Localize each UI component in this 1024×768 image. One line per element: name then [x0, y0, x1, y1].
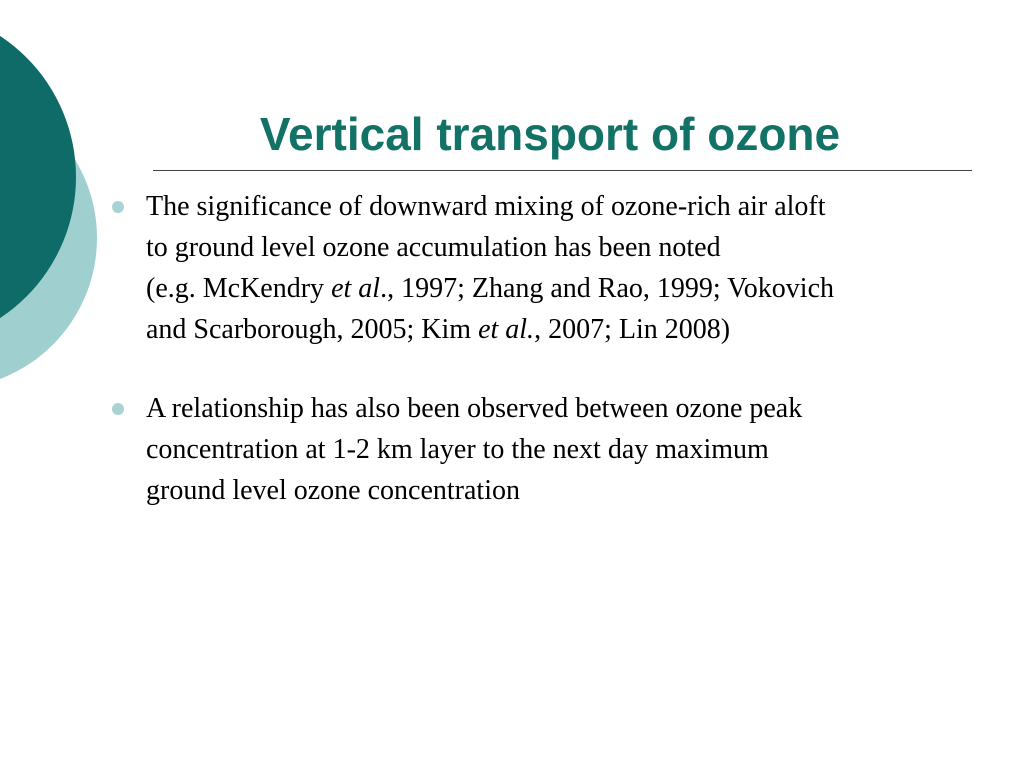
text-run: ground level ozone concentration: [146, 475, 520, 506]
bullet-dot-icon: [112, 201, 124, 213]
text-run: and Scarborough, 2005; Kim: [146, 314, 479, 345]
bullet-line: [146, 186, 1002, 227]
text-run: ., 1997; Zhang and Rao, 1999; Vokovich: [380, 273, 834, 304]
text-run-italic: et al: [331, 273, 381, 304]
bullet-dot-icon: [112, 403, 124, 415]
bullet-line: [146, 388, 1002, 429]
text-run: The significance of downward mixing of ozone-rich air aloft: [146, 191, 826, 222]
text-run: concentration at 1-2 km layer to the next day maximum: [146, 434, 769, 465]
bullet-line: [146, 470, 1002, 511]
text-run-italic: et al.: [478, 314, 535, 345]
bullet-line: [146, 227, 1002, 268]
bullet-line: [146, 429, 1002, 470]
title-divider: [153, 170, 972, 171]
bullet-item-significance: [112, 186, 1002, 350]
text-run: to ground level ozone accumulation has been noted: [146, 232, 721, 263]
slide-title: Vertical transport of ozone: [259, 108, 841, 160]
text-run: (e.g. McKendry: [146, 273, 332, 304]
bullet-item-relationship: [112, 388, 1002, 511]
text-run: A relationship has also been observed between ozone peak: [146, 393, 803, 424]
bullet-line: [146, 309, 1002, 350]
text-run: , 2007; Lin 2008): [534, 314, 731, 345]
bullet-list: [112, 186, 1002, 511]
bullet-line: [146, 268, 1002, 309]
